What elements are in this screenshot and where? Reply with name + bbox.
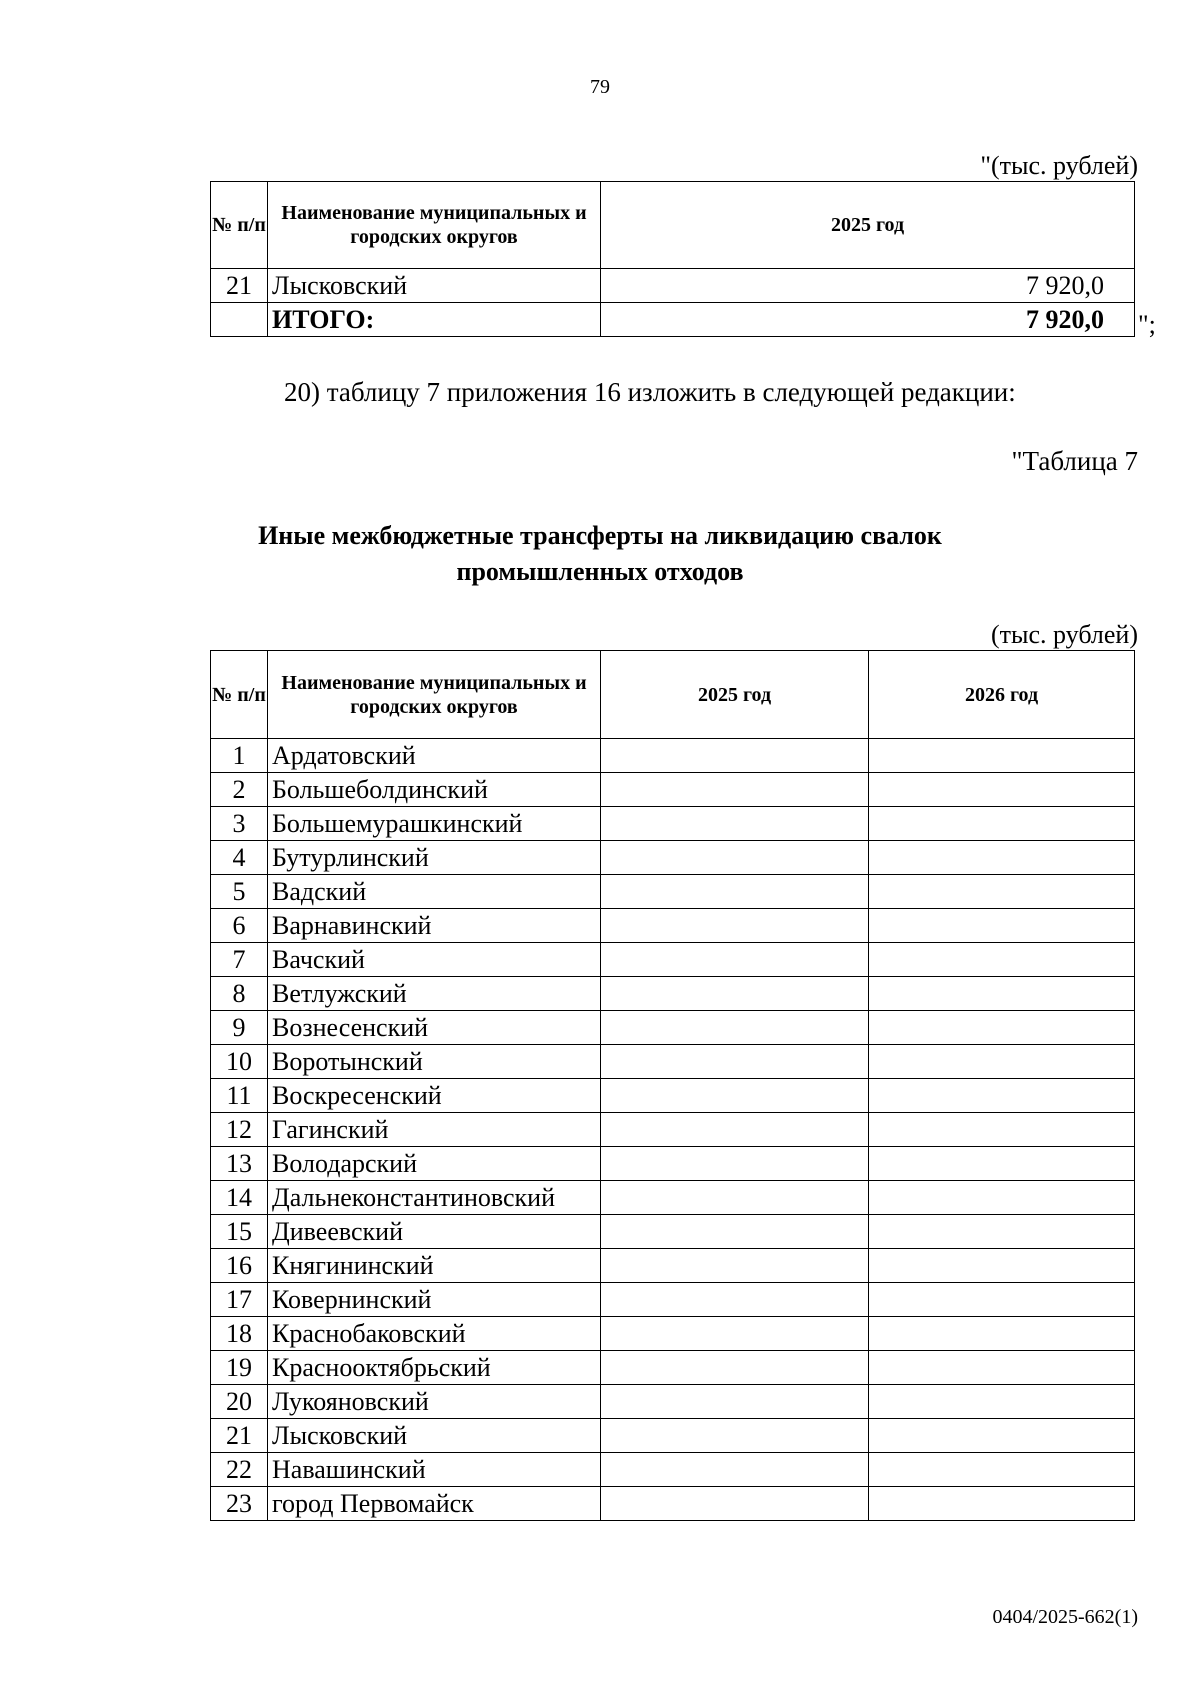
table-row bbox=[211, 977, 1135, 1011]
row-value-2026 bbox=[869, 1045, 1135, 1079]
header-num: № п/п bbox=[211, 651, 268, 739]
table-row bbox=[211, 1079, 1135, 1113]
table-row bbox=[211, 807, 1135, 841]
row-value-2026 bbox=[869, 739, 1135, 773]
row-value-2026 bbox=[869, 807, 1135, 841]
row-name: Вачский bbox=[268, 943, 601, 977]
row-value-2025 bbox=[601, 1487, 869, 1521]
previous-table-header-row bbox=[211, 182, 1135, 269]
row-value-2026 bbox=[869, 1079, 1135, 1113]
row-value-2025 bbox=[601, 807, 869, 841]
table-row bbox=[211, 909, 1135, 943]
row-value-2025 bbox=[601, 1385, 869, 1419]
row-name: Краснооктябрьский bbox=[268, 1351, 601, 1385]
table-row bbox=[211, 841, 1135, 875]
table-row bbox=[211, 1419, 1135, 1453]
row-name: Дивеевский bbox=[268, 1215, 601, 1249]
row-value-2025 bbox=[601, 1249, 869, 1283]
row-num: 22 bbox=[211, 1453, 268, 1487]
row-value-2026 bbox=[869, 1419, 1135, 1453]
row-name: Большеболдинский bbox=[268, 773, 601, 807]
table-title-line-1: Иные межбюджетные трансферты на ликвидацию свалок bbox=[258, 521, 942, 550]
row-name: Ардатовский bbox=[268, 739, 601, 773]
row-value-2026 bbox=[869, 1011, 1135, 1045]
row-value-2026 bbox=[869, 1181, 1135, 1215]
table-row bbox=[211, 773, 1135, 807]
row-value-2026 bbox=[869, 1249, 1135, 1283]
table-row bbox=[211, 1317, 1135, 1351]
table-row bbox=[211, 1453, 1135, 1487]
row-num: 12 bbox=[211, 1113, 268, 1147]
row-name: Варнавинский bbox=[268, 909, 601, 943]
main-table bbox=[210, 650, 1135, 1521]
row-name: Воротынский bbox=[268, 1045, 601, 1079]
row-value-2026 bbox=[869, 875, 1135, 909]
row-name: Бутурлинский bbox=[268, 841, 601, 875]
row-num: 16 bbox=[211, 1249, 268, 1283]
row-num: 5 bbox=[211, 875, 268, 909]
row-value-2026 bbox=[869, 977, 1135, 1011]
table-label: "Таблица 7 bbox=[1011, 446, 1138, 476]
row-value-2026 bbox=[869, 1147, 1135, 1181]
table-row bbox=[211, 1249, 1135, 1283]
row-value-2025 bbox=[601, 1147, 869, 1181]
table-row bbox=[211, 943, 1135, 977]
header-2025: 2025 год bbox=[601, 651, 869, 739]
row-value-2026 bbox=[869, 909, 1135, 943]
row-name: Гагинский bbox=[268, 1113, 601, 1147]
table-row bbox=[211, 739, 1135, 773]
row-value-2026 bbox=[869, 1113, 1135, 1147]
units-label-prev-table: "(тыс. рублей) bbox=[980, 151, 1138, 180]
amendment-instruction: 20) таблицу 7 приложения 16 изложить в следующей редакции: bbox=[284, 377, 1016, 407]
row-name: Дальнеконстантиновский bbox=[268, 1181, 601, 1215]
row-num: 14 bbox=[211, 1181, 268, 1215]
row-value-2025 bbox=[601, 909, 869, 943]
header-2026: 2026 год bbox=[869, 651, 1135, 739]
row-name: Краснобаковский bbox=[268, 1317, 601, 1351]
row-value-2026 bbox=[869, 1487, 1135, 1521]
row-num: 18 bbox=[211, 1317, 268, 1351]
table-row bbox=[211, 1113, 1135, 1147]
main-table-body bbox=[211, 739, 1135, 1521]
total-label: ИТОГО: bbox=[268, 303, 601, 337]
previous-table bbox=[210, 181, 1135, 337]
row-value-2025 bbox=[601, 943, 869, 977]
row-name: Большемурашкинский bbox=[268, 807, 601, 841]
main-table-header-row bbox=[211, 651, 1135, 739]
row-name: Володарский bbox=[268, 1147, 601, 1181]
row-value-2026 bbox=[869, 1453, 1135, 1487]
row-num: 23 bbox=[211, 1487, 268, 1521]
row-name: Воскресенский bbox=[268, 1079, 601, 1113]
table-row bbox=[211, 1385, 1135, 1419]
row-value-2026 bbox=[869, 1317, 1135, 1351]
table-row bbox=[211, 1045, 1135, 1079]
row-num: 8 bbox=[211, 977, 268, 1011]
row-num: 19 bbox=[211, 1351, 268, 1385]
row-value-2026 bbox=[869, 943, 1135, 977]
row-value-2025 bbox=[601, 1351, 869, 1385]
row-num: 21 bbox=[211, 1419, 268, 1453]
header-2025: 2025 год bbox=[601, 182, 1135, 269]
row-value-2026 bbox=[869, 841, 1135, 875]
row-value-2025 bbox=[601, 1453, 869, 1487]
row-num: 4 bbox=[211, 841, 268, 875]
table-title bbox=[0, 518, 1200, 590]
row-value-2025 bbox=[601, 1079, 869, 1113]
row-num: 10 bbox=[211, 1045, 268, 1079]
row-name: Вознесенский bbox=[268, 1011, 601, 1045]
row-num: 3 bbox=[211, 807, 268, 841]
total-value: 7 920,0 bbox=[601, 303, 1135, 337]
row-num: 2 bbox=[211, 773, 268, 807]
row-value-2025 bbox=[601, 773, 869, 807]
row-value-2025 bbox=[601, 1113, 869, 1147]
table-row bbox=[211, 1011, 1135, 1045]
row-num: 20 bbox=[211, 1385, 268, 1419]
row-name: Навашинский bbox=[268, 1453, 601, 1487]
table-row bbox=[211, 1487, 1135, 1521]
page-number: 79 bbox=[590, 76, 610, 98]
row-value-2026 bbox=[869, 1215, 1135, 1249]
row-value-2026 bbox=[869, 1283, 1135, 1317]
row-name: Лысковский bbox=[268, 269, 601, 303]
row-value-2026 bbox=[869, 1385, 1135, 1419]
row-name: Лысковский bbox=[268, 1419, 601, 1453]
header-num: № п/п bbox=[211, 182, 268, 269]
row-value-2025 bbox=[601, 977, 869, 1011]
row-value-2025 bbox=[601, 1317, 869, 1351]
table-row bbox=[211, 1181, 1135, 1215]
row-num: 11 bbox=[211, 1079, 268, 1113]
document-code: 0404/2025-662(1) bbox=[992, 1606, 1138, 1628]
table-title-line-2: промышленных отходов bbox=[456, 557, 744, 586]
row-value-2025 bbox=[601, 1419, 869, 1453]
row-num: 7 bbox=[211, 943, 268, 977]
row-num: 17 bbox=[211, 1283, 268, 1317]
row-name: Вадский bbox=[268, 875, 601, 909]
table-row bbox=[211, 1215, 1135, 1249]
row-value-2026 bbox=[869, 773, 1135, 807]
header-name: Наименование муниципальных и городских округов bbox=[268, 182, 601, 269]
row-value-2025: 7 920,0 bbox=[601, 269, 1135, 303]
header-name: Наименование муниципальных и городских округов bbox=[268, 651, 601, 739]
row-value-2025 bbox=[601, 1045, 869, 1079]
row-value-2025 bbox=[601, 1181, 869, 1215]
row-name: город Первомайск bbox=[268, 1487, 601, 1521]
closing-quote: "; bbox=[1138, 310, 1156, 339]
units-label-main-table: (тыс. рублей) bbox=[990, 620, 1138, 649]
table-row bbox=[211, 1351, 1135, 1385]
row-value-2025 bbox=[601, 739, 869, 773]
total-num-cell bbox=[211, 303, 268, 337]
table-row bbox=[211, 875, 1135, 909]
total-row bbox=[211, 303, 1135, 337]
row-value-2026 bbox=[869, 1351, 1135, 1385]
row-name: Княгининский bbox=[268, 1249, 601, 1283]
row-num: 15 bbox=[211, 1215, 268, 1249]
row-value-2025 bbox=[601, 1011, 869, 1045]
row-value-2025 bbox=[601, 841, 869, 875]
row-num: 1 bbox=[211, 739, 268, 773]
row-num: 9 bbox=[211, 1011, 268, 1045]
row-name: Ковернинский bbox=[268, 1283, 601, 1317]
row-num: 13 bbox=[211, 1147, 268, 1181]
table-row bbox=[211, 1147, 1135, 1181]
row-num: 21 bbox=[211, 269, 268, 303]
table-row bbox=[211, 1283, 1135, 1317]
row-name: Ветлужский bbox=[268, 977, 601, 1011]
row-value-2025 bbox=[601, 1215, 869, 1249]
table-row bbox=[211, 269, 1135, 303]
row-value-2025 bbox=[601, 875, 869, 909]
row-num: 6 bbox=[211, 909, 268, 943]
row-name: Лукояновский bbox=[268, 1385, 601, 1419]
row-value-2025 bbox=[601, 1283, 869, 1317]
